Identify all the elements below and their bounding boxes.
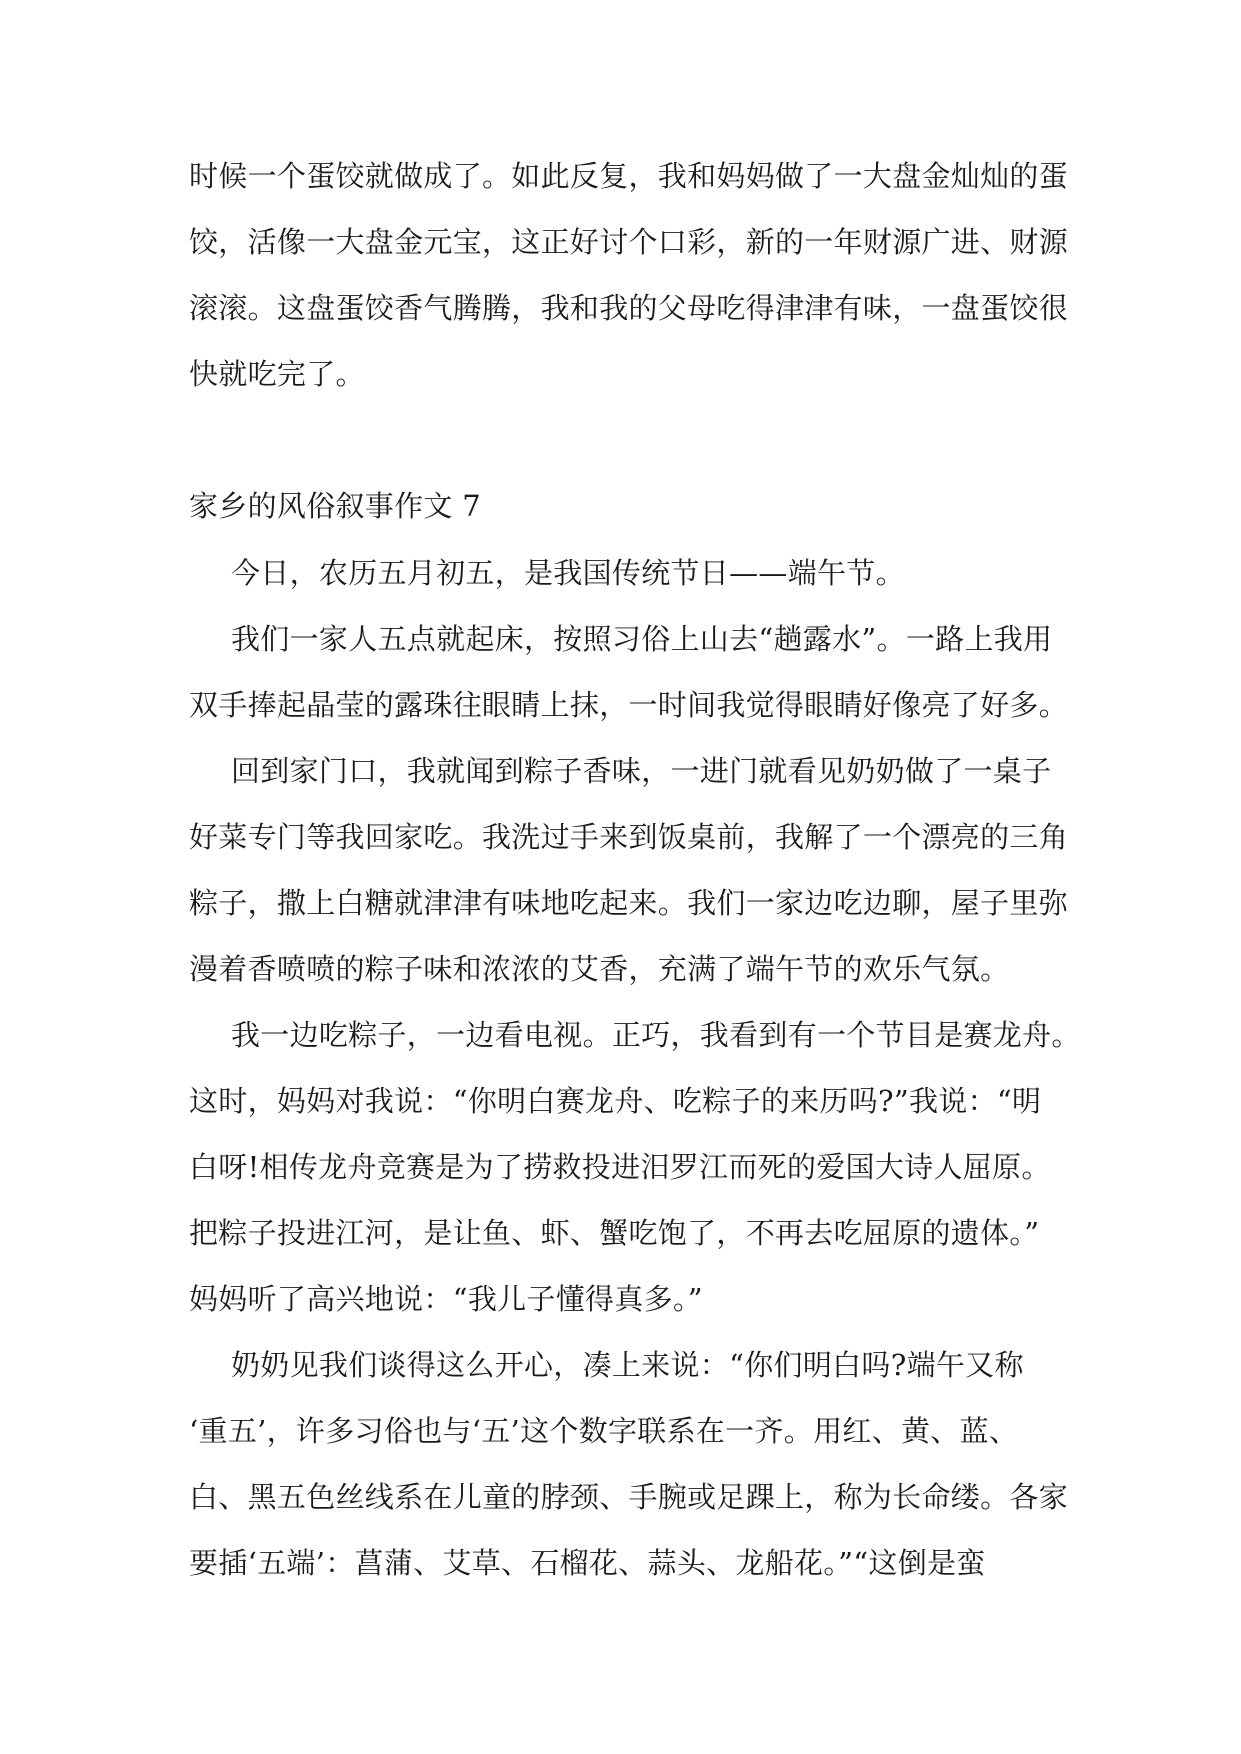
text-line: 这时，妈妈对我说：“你明白赛龙舟、吃粽子的来历吗?”我说：“明 <box>189 1084 1042 1118</box>
text-line: ‘重五’，许多习俗也与‘五’这个数字联系在一齐。用红、黄、蓝、 <box>189 1414 1019 1448</box>
section-title: 家乡的风俗叙事作文 7 <box>189 489 481 523</box>
text-line: 双手捧起晶莹的露珠往眼睛上抹，一时间我觉得眼睛好像亮了好多。 <box>189 688 1069 722</box>
text-line: 我一边吃粽子，一边看电视。正巧，我看到有一个节目是赛龙舟。 <box>231 1018 1081 1052</box>
text-line: 时候一个蛋饺就做成了。如此反复，我和妈妈做了一大盘金灿灿的蛋 <box>189 159 1069 193</box>
text-line: 要插‘五端’：菖蒲、艾草、石榴花、蒜头、龙船花。”“这倒是蛮 <box>189 1546 986 1580</box>
text-line: 奶奶见我们谈得这么开心，凑上来说：“你们明白吗?端午又称 <box>231 1348 1024 1382</box>
text-line: 好菜专门等我回家吃。我洗过手来到饭桌前，我解了一个漂亮的三角 <box>189 820 1069 854</box>
text-line: 今日，农历五月初五，是我国传统节日——端午节。 <box>231 556 905 590</box>
text-line: 把粽子投进江河，是让鱼、虾、蟹吃饱了，不再去吃屈原的遗体。” <box>189 1216 1040 1250</box>
text-line: 滚滚。这盘蛋饺香气腾腾，我和我的父母吃得津津有味，一盘蛋饺很 <box>189 291 1069 325</box>
text-line: 白呀!相传龙舟竞赛是为了捞救投进汨罗江而死的爱国大诗人屈原。 <box>189 1150 1051 1184</box>
text-line: 快就吃完了。 <box>189 357 365 391</box>
text-line: 漫着香喷喷的粽子味和浓浓的艾香，充满了端午节的欢乐气氛。 <box>189 952 1010 986</box>
text-line: 回到家门口，我就闻到粽子香味，一进门就看见奶奶做了一桌子 <box>231 754 1052 788</box>
text-line: 饺，活像一大盘金元宝，这正好讨个口彩，新的一年财源广进、财源 <box>189 225 1069 259</box>
text-line: 我们一家人五点就起床，按照习俗上山去“趟露水”。一路上我用 <box>231 622 1053 656</box>
text-line: 粽子，撒上白糖就津津有味地吃起来。我们一家边吃边聊，屋子里弥 <box>189 886 1069 920</box>
text-line: 妈妈听了高兴地说：“我儿子懂得真多。” <box>189 1282 703 1316</box>
text-line: 白、黑五色丝线系在儿童的脖颈、手腕或足踝上，称为长命缕。各家 <box>189 1480 1069 1514</box>
